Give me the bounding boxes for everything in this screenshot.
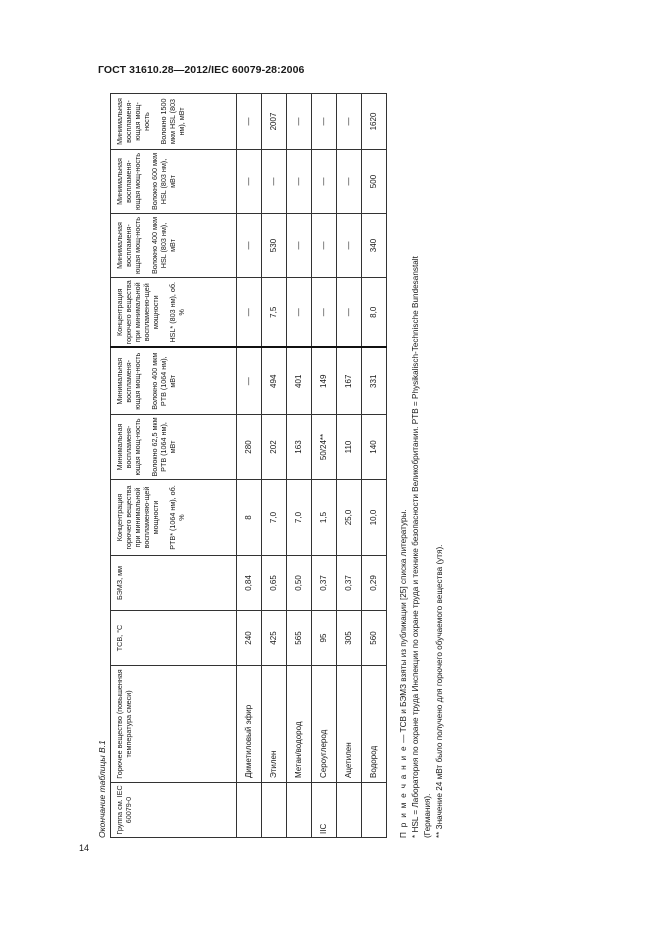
table-cell: — <box>287 150 312 214</box>
table-row <box>237 94 262 838</box>
note-label: П р и м е ч а н и е <box>399 745 408 838</box>
col-header-conc-ptb: Концентрация горючего вещества при минимальной воспламеняю-щей мощности PTB* (1064 нм), об. % <box>111 480 237 556</box>
data-table <box>110 93 387 838</box>
table-cell: 240 <box>237 611 262 666</box>
col-header-mip-600-hsl: Минимальная воспламеня-ющая мощ-ность Волокно 600 мкм HSL (803 нм), мВт <box>111 150 237 214</box>
table-cell: 1620 <box>362 94 387 150</box>
table-cell: — <box>337 94 362 150</box>
table-cell: — <box>312 214 337 278</box>
col-header-mip-400-hsl: Минимальная воспламеня-ющая мощ-ность Волокно 400 мкм HSL (803 нм), мВт <box>111 214 237 278</box>
table-cell: 163 <box>287 415 312 480</box>
table-notes <box>398 94 446 838</box>
table-cell: — <box>312 150 337 214</box>
table-cell: 401 <box>287 348 312 415</box>
table-cell: 425 <box>262 611 287 666</box>
table-cell: — <box>237 150 262 214</box>
table-cell: 305 <box>337 611 362 666</box>
col-header-group: Группа см. IEC 60079-0 <box>111 783 237 838</box>
col-header-ait: ТСВ, °С <box>111 611 237 666</box>
page-number: 14 <box>79 843 90 853</box>
table-row <box>312 94 337 838</box>
table-cell: 110 <box>337 415 362 480</box>
rotated-content <box>93 94 455 838</box>
table-cell: — <box>262 150 287 214</box>
table-cell: 95 <box>312 611 337 666</box>
table-cell: 0,84 <box>237 556 262 611</box>
document-header: ГОСТ 31610.28—2012/IEC 60079-28:2006 <box>98 64 305 76</box>
table-cell: Водород <box>362 666 387 783</box>
table-cell: Диметиловый эфир <box>237 666 262 783</box>
table-cell: — <box>287 94 312 150</box>
table-cell: Сероуглерод <box>312 666 337 783</box>
table-cell: 167 <box>337 348 362 415</box>
table-cell: 7,0 <box>262 480 287 556</box>
table-cell: 340 <box>362 214 387 278</box>
note-text: — ТСВ и БЭМЗ взяты из публикации [25] списка литературы. <box>399 509 408 746</box>
table-cell: 2007 <box>262 94 287 150</box>
table-cell: — <box>337 150 362 214</box>
table-row <box>362 94 387 838</box>
col-header-mip-400-ptb: Минимальная воспламеня-ющая мощ-ность Волокно 400 мкм PTB (1064 нм), мВт <box>111 348 237 415</box>
footnote-hsl-line2: (Германия). <box>423 793 432 838</box>
footnote-hsl-line1: * HSL = Лаборатория по охране труда Инспекции по охране труда и технике безопасности Великобритании. PTB = Physikalisch-Technische Bundesanstalt <box>411 256 420 838</box>
col-header-mip-62: Минимальная воспламеня-ющая мощ-ность Волокно 62,5 мкм PTB (1064 нм), мВт <box>111 415 237 480</box>
footnote-24mw: ** Значение 24 мВт было получено для горючего обучаемого вещества (утя). <box>435 544 444 838</box>
table-cell <box>262 783 287 838</box>
table-cell <box>237 783 262 838</box>
table-row <box>337 94 362 838</box>
table-cell: — <box>337 278 362 348</box>
col-header-mesg: БЭМЗ, мм <box>111 556 237 611</box>
table-cell: — <box>287 278 312 348</box>
table-cell: 10,0 <box>362 480 387 556</box>
continuation-title: Окончание таблицы В.1 <box>97 740 107 838</box>
table-cell: 25,0 <box>337 480 362 556</box>
col-header-mip-1500-hsl: Минимальная воспламеня-ющая мощ-ность Волокно 1500 мкм HSL (803 нм), мВт <box>111 94 237 150</box>
col-header-substance: Горючее вещество (повышенная температура смеси) <box>111 666 237 783</box>
table-cell: Метан/водород <box>287 666 312 783</box>
table-row <box>262 94 287 838</box>
table-cell <box>287 783 312 838</box>
table-cell: — <box>237 94 262 150</box>
table-cell: IIC <box>312 783 337 838</box>
table-cell: 0,50 <box>287 556 312 611</box>
table-cell: 331 <box>362 348 387 415</box>
table-cell: — <box>237 214 262 278</box>
table-cell: — <box>237 278 262 348</box>
table-cell: 7,5 <box>262 278 287 348</box>
table-cell: 1,5 <box>312 480 337 556</box>
table-cell: — <box>337 214 362 278</box>
table-cell: 7,0 <box>287 480 312 556</box>
table-cell: — <box>312 278 337 348</box>
table-cell: 565 <box>287 611 312 666</box>
header-row <box>111 94 237 838</box>
table-cell: 530 <box>262 214 287 278</box>
table-cell: Ацетилен <box>337 666 362 783</box>
table-cell: 8,0 <box>362 278 387 348</box>
table-cell: 0,65 <box>262 556 287 611</box>
table-cell: 0,37 <box>312 556 337 611</box>
table-cell: — <box>287 214 312 278</box>
primary-note <box>398 94 410 838</box>
table-cell: 500 <box>362 150 387 214</box>
col-header-conc-hsl: Концентрация горючего вещества при минимальной воспламеню-щей мощности HSL* (803 нм), об. % <box>111 278 237 348</box>
table-cell: 149 <box>312 348 337 415</box>
table-cell: 0,37 <box>337 556 362 611</box>
table-cell: 280 <box>237 415 262 480</box>
table-cell: Этилен <box>262 666 287 783</box>
table-cell: 202 <box>262 415 287 480</box>
table-cell: 560 <box>362 611 387 666</box>
table-cell: 0,29 <box>362 556 387 611</box>
table-cell: — <box>312 94 337 150</box>
table-cell: — <box>237 348 262 415</box>
table-cell: 494 <box>262 348 287 415</box>
table-cell <box>362 783 387 838</box>
table-cell: 8 <box>237 480 262 556</box>
table-cell <box>337 783 362 838</box>
table-cell: 140 <box>362 415 387 480</box>
table-cell: 50/24** <box>312 415 337 480</box>
table-row <box>287 94 312 838</box>
